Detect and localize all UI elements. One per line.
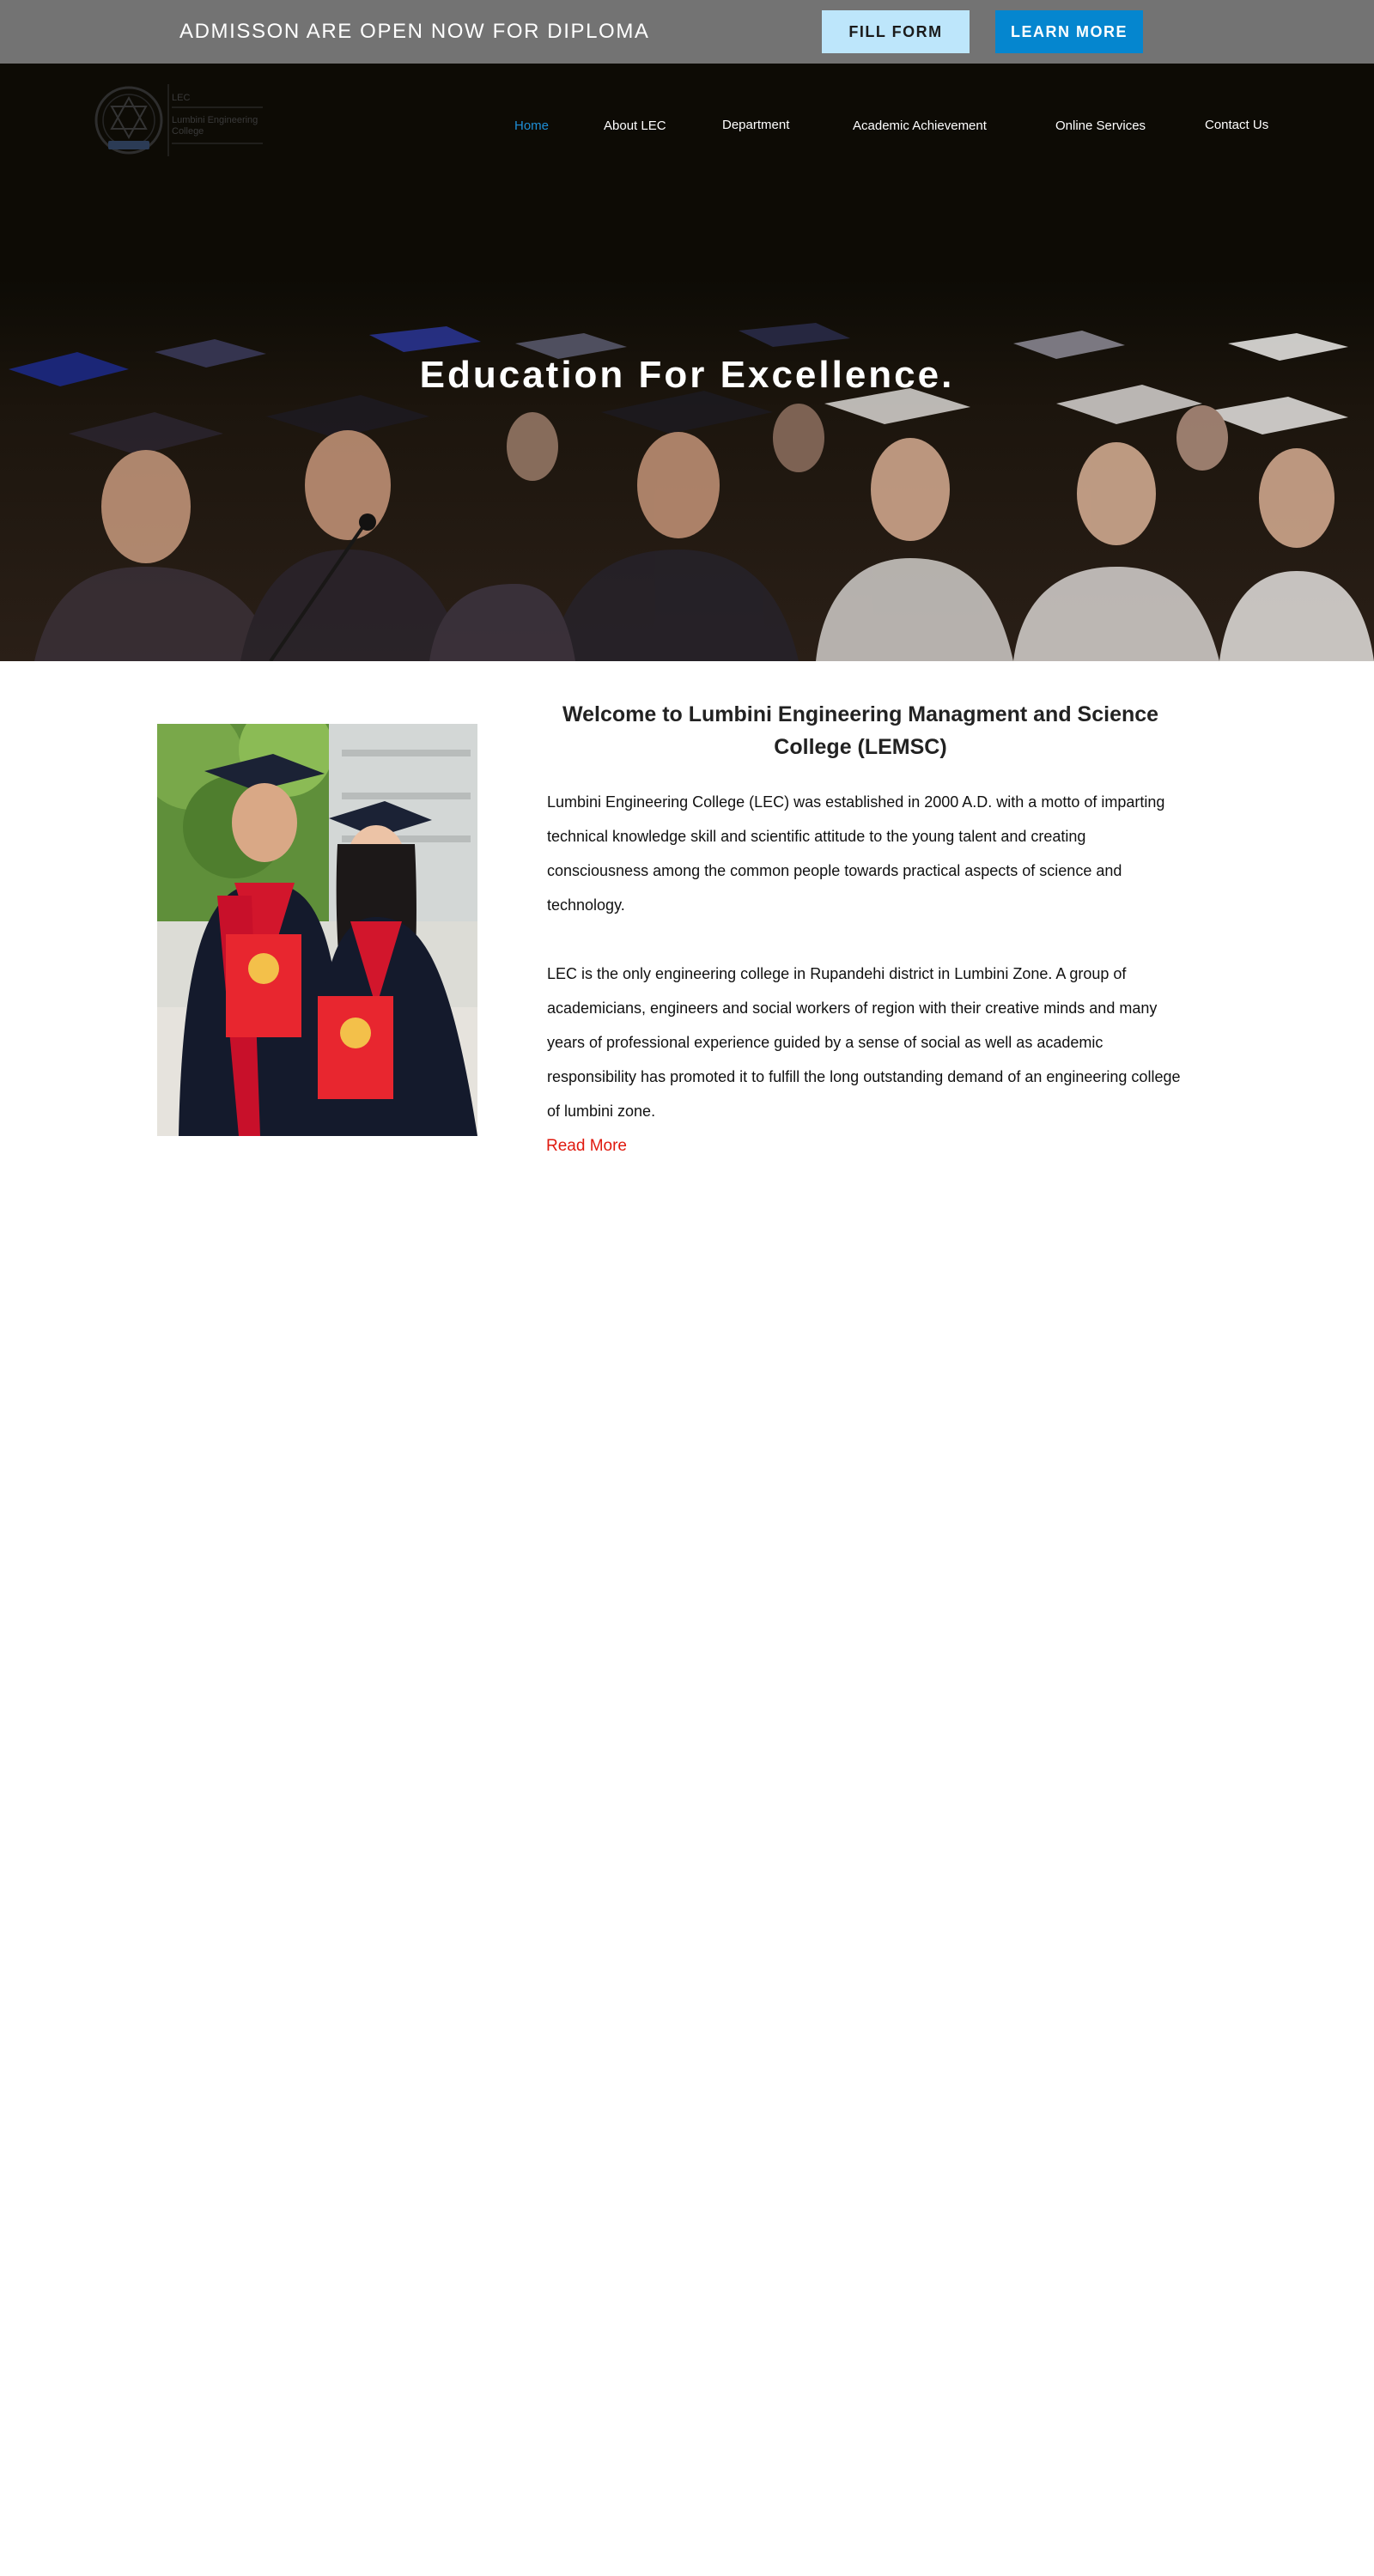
main-nav — [0, 118, 1374, 139]
nav-contact-us[interactable]: Contact Us — [1205, 118, 1269, 132]
nav-online-services[interactable]: Online Services — [1055, 118, 1146, 133]
logo-abbreviation: LEC — [172, 93, 191, 103]
nav-home[interactable]: Home — [514, 118, 550, 133]
hero-section — [0, 0, 1374, 661]
about-paragraph-2: LEC is the only engineering college in Rupandehi district in Lumbini Zone. A group of academicians, engineers and social workers of region with their creative minds and many years of professional experience guided by a sense of social as well as academic responsibility has promoted it to fulfill the long outstanding demand of an engineering college of lumbini zone. — [547, 965, 1181, 1120]
hero-title: Education For Excellence. — [419, 354, 955, 396]
graduates-couple-photo — [157, 724, 477, 1136]
nav-about-lec[interactable]: About LEC — [604, 118, 666, 133]
announcement-bar — [0, 0, 1374, 64]
about-paragraph-1: Lumbini Engineering College (LEC) was established in 2000 A.D. with a motto of imparting technical knowledge skill and scientific attitude to the young talent and creating consciousness among the common people towards practical aspects of science and technology. — [547, 793, 1165, 914]
fill-form-button[interactable]: FILL FORM — [822, 10, 970, 53]
learn-more-button[interactable]: LEARN MORE — [995, 10, 1143, 53]
welcome-heading: Welcome to Lumbini Engineering Managment and Science College (LEMSC) — [562, 702, 1159, 759]
nav-department[interactable]: Department — [722, 118, 790, 132]
announcement-text: ADMISSON ARE OPEN NOW FOR DIPLOMA — [179, 20, 650, 43]
read-more-link[interactable]: Read More — [546, 1137, 627, 1155]
logo-college-name: Lumbini Engineering College — [172, 115, 258, 137]
nav-academic-achievement[interactable]: Academic Achievement — [853, 118, 987, 133]
